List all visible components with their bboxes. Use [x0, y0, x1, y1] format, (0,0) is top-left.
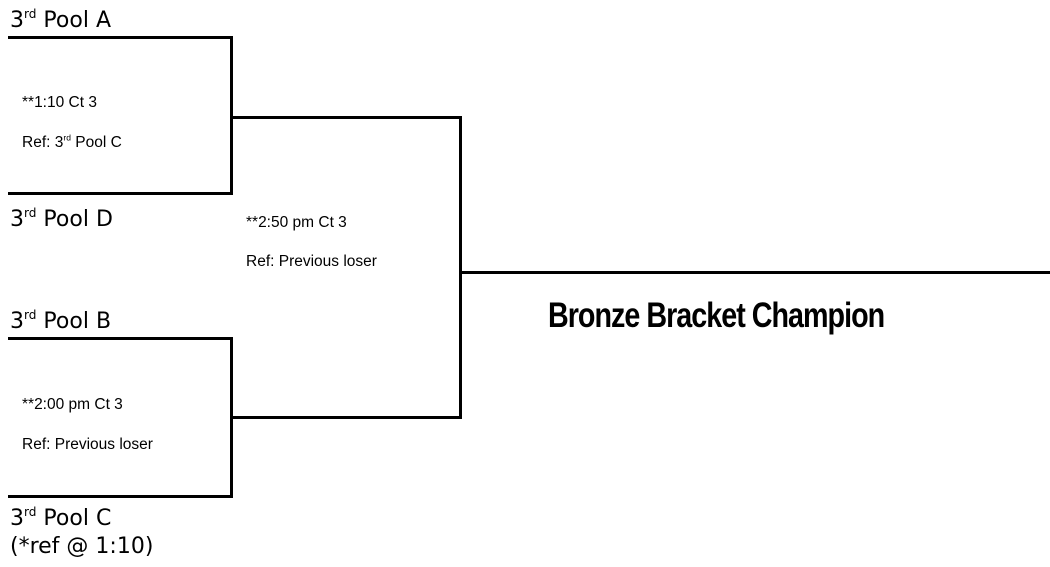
final-time: **2:50 pm Ct 3 — [246, 214, 347, 231]
team-rank: 3 — [10, 506, 24, 531]
team-label-pool-b — [10, 309, 111, 335]
champion-label: Bronze Bracket Champion — [548, 296, 885, 335]
team-label-pool-d — [10, 207, 113, 233]
bracket-line-pool-d — [8, 192, 233, 195]
team-rank-suffix: rd — [24, 504, 37, 519]
team-note-pool-c: (*ref @ 1:10) — [10, 534, 154, 559]
team-pool: Pool A — [36, 8, 111, 33]
bracket-line-champion — [459, 271, 1050, 274]
team-rank-suffix: rd — [24, 205, 37, 220]
match1-ref — [22, 134, 122, 152]
team-rank-suffix: rd — [24, 307, 37, 322]
match1-ref-suffix: rd — [63, 132, 71, 143]
match1-time: **1:10 Ct 3 — [22, 94, 97, 111]
match1-ref-prefix: Ref: 3 — [22, 134, 64, 151]
bracket-line-pool-a — [8, 36, 233, 39]
team-rank: 3 — [10, 207, 24, 232]
team-label-pool-c — [10, 506, 111, 532]
team-rank-suffix: rd — [24, 6, 37, 21]
bracket-line-match2-winner — [230, 416, 462, 419]
bracket-line-match1-winner — [230, 116, 462, 119]
team-rank: 3 — [10, 309, 24, 334]
bracket-connector-final — [459, 116, 462, 419]
match2-ref: Ref: Previous loser — [22, 436, 153, 453]
final-ref: Ref: Previous loser — [246, 253, 377, 270]
bracket-line-pool-b — [8, 337, 233, 340]
team-pool: Pool B — [36, 309, 112, 334]
match2-time: **2:00 pm Ct 3 — [22, 396, 123, 413]
bracket-line-pool-c — [8, 495, 233, 498]
match1-ref-pool: Pool C — [70, 134, 122, 151]
team-rank: 3 — [10, 8, 24, 33]
team-pool: Pool D — [36, 207, 113, 232]
team-pool: Pool C — [36, 506, 112, 531]
team-label-pool-a — [10, 8, 111, 34]
